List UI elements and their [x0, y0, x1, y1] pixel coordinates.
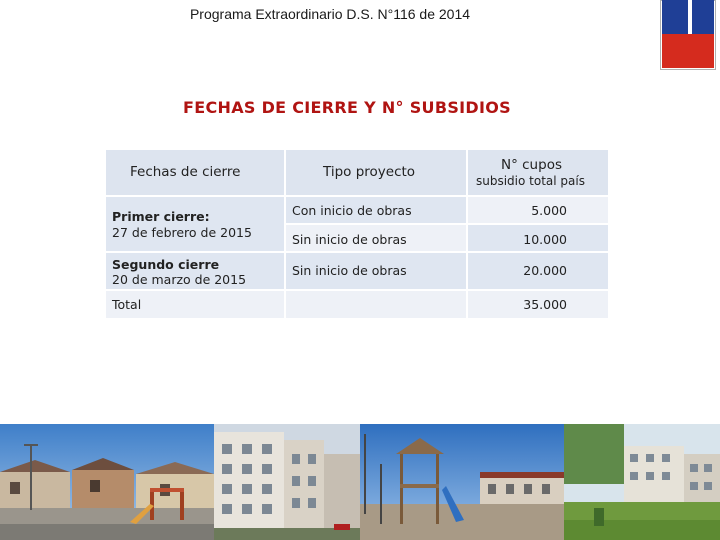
photo-strip	[0, 424, 720, 540]
group1-date: 27 de febrero de 2015	[112, 225, 252, 240]
header-cell-tipo	[286, 150, 466, 195]
header-title: Programa Extraordinario D.S. N°116 de 2014	[189, 6, 471, 22]
row2-cupos-cell	[468, 225, 608, 251]
header-cell-cupos	[468, 150, 608, 195]
flag-white-strip	[688, 0, 692, 34]
row2-tipo-cell	[286, 225, 466, 251]
row2-cupos: 10.000	[523, 232, 567, 247]
header-cupos-line2: subsidio total país	[476, 174, 585, 188]
row2-tipo: Sin inicio de obras	[292, 232, 407, 247]
group2-title: Segundo cierre	[112, 257, 220, 272]
group2-date: 20 de marzo de 2015	[112, 272, 247, 287]
total-empty-cell	[286, 291, 466, 318]
row1-cupos-cell	[468, 197, 608, 223]
row1-tipo-cell	[286, 197, 466, 223]
subsidies-table	[106, 150, 608, 318]
row1-tipo: Con inicio de obras	[292, 203, 412, 218]
row3-tipo-cell	[286, 253, 466, 289]
group2-cell	[106, 253, 284, 289]
row3-tipo: Sin inicio de obras	[292, 263, 407, 278]
header-cell-fechas	[106, 150, 284, 195]
total-cupos: 35.000	[523, 297, 567, 312]
row3-cupos: 20.000	[523, 263, 567, 278]
header-tipo-label: Tipo proyecto	[323, 164, 416, 180]
header-cupos-line1: N° cupos	[501, 157, 562, 173]
main-title: FECHAS DE CIERRE Y N° SUBSIDIOS	[183, 98, 511, 117]
group1-cell	[106, 197, 284, 251]
apartment-complex-photo	[564, 424, 720, 540]
flag-red-field	[662, 34, 714, 68]
apartment-building-photo	[214, 424, 360, 540]
group1-title: Primer cierre:	[112, 209, 210, 224]
chile-flag-icon	[662, 0, 714, 68]
housing-playground-photo	[0, 424, 214, 540]
total-cupos-cell	[468, 291, 608, 318]
total-label-cell	[106, 291, 284, 318]
header-fechas-label: Fechas de cierre	[130, 164, 241, 180]
total-label: Total	[112, 297, 142, 312]
row3-cupos-cell	[468, 253, 608, 289]
playground-photo	[360, 424, 564, 540]
row1-cupos: 5.000	[531, 203, 567, 218]
